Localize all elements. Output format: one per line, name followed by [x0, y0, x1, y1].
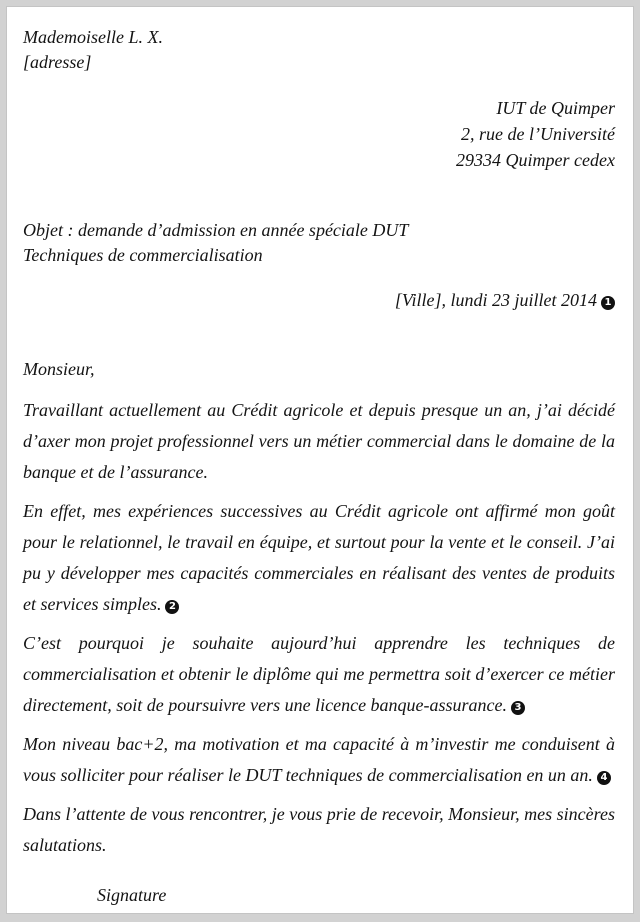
paragraph-text: En effet, mes expériences successives au Crédit agricole ont affirmé mon goût pour le relationnel, le travail en équipe, et surtout pour la vente et le conseil. J’ai pu y développer mes capacités commerciales en réalisant des ventes de produits et services simples.: [23, 501, 615, 614]
sender-address: [adresse]: [23, 52, 92, 72]
recipient-block: [456, 95, 615, 173]
letter-body: [23, 395, 615, 869]
recipient-city: 29334 Quimper cedex: [456, 150, 615, 170]
body-paragraph: [23, 799, 615, 861]
paragraph-text: Travaillant actuellement au Crédit agricole et depuis presque un an, j’ai décidé d’axer mon projet professionnel vers un métier commercial dans le domaine de la banque et de l’assurance.: [23, 400, 615, 482]
body-paragraph: [23, 496, 615, 620]
body-paragraph: [23, 395, 615, 488]
recipient-street: 2, rue de l’Université: [461, 124, 615, 144]
note-marker: 2: [165, 600, 179, 614]
paragraph-text: Dans l’attente de vous rencontrer, je vous prie de recevoir, Monsieur, mes sincères salutations.: [23, 804, 615, 855]
paragraph-text: Mon niveau bac+2, ma motivation et ma capacité à m’investir me conduisent à vous solliciter pour réaliser le DUT techniques de commercialisation en un an.: [23, 734, 615, 785]
note-marker: 1: [601, 296, 615, 310]
date-text: [Ville], lundi 23 juillet 2014: [394, 290, 597, 310]
note-marker: 3: [511, 701, 525, 715]
salutation: Monsieur,: [23, 359, 95, 379]
paragraph-text: C’est pourquoi je souhaite aujourd’hui apprendre les techniques de commercialisation et obtenir le diplôme qui me permettra soit d’exercer ce métier directement, soit de poursuivre vers une licence banque-assurance.: [23, 633, 615, 715]
body-paragraph: [23, 729, 615, 791]
recipient-name: IUT de Quimper: [496, 98, 615, 118]
subject-line: [23, 218, 408, 268]
signature: Signature: [97, 885, 167, 905]
sender-name: Mademoiselle L. X.: [23, 27, 163, 47]
body-paragraph: [23, 628, 615, 721]
letter-page: [6, 6, 634, 914]
subject-line-1: Objet : demande d’admission en année spéciale DUT: [23, 220, 409, 240]
date-line: [395, 288, 615, 313]
subject-line-2: Techniques de commercialisation: [23, 245, 263, 265]
note-marker: 4: [597, 771, 611, 785]
sender-block: [23, 25, 163, 75]
